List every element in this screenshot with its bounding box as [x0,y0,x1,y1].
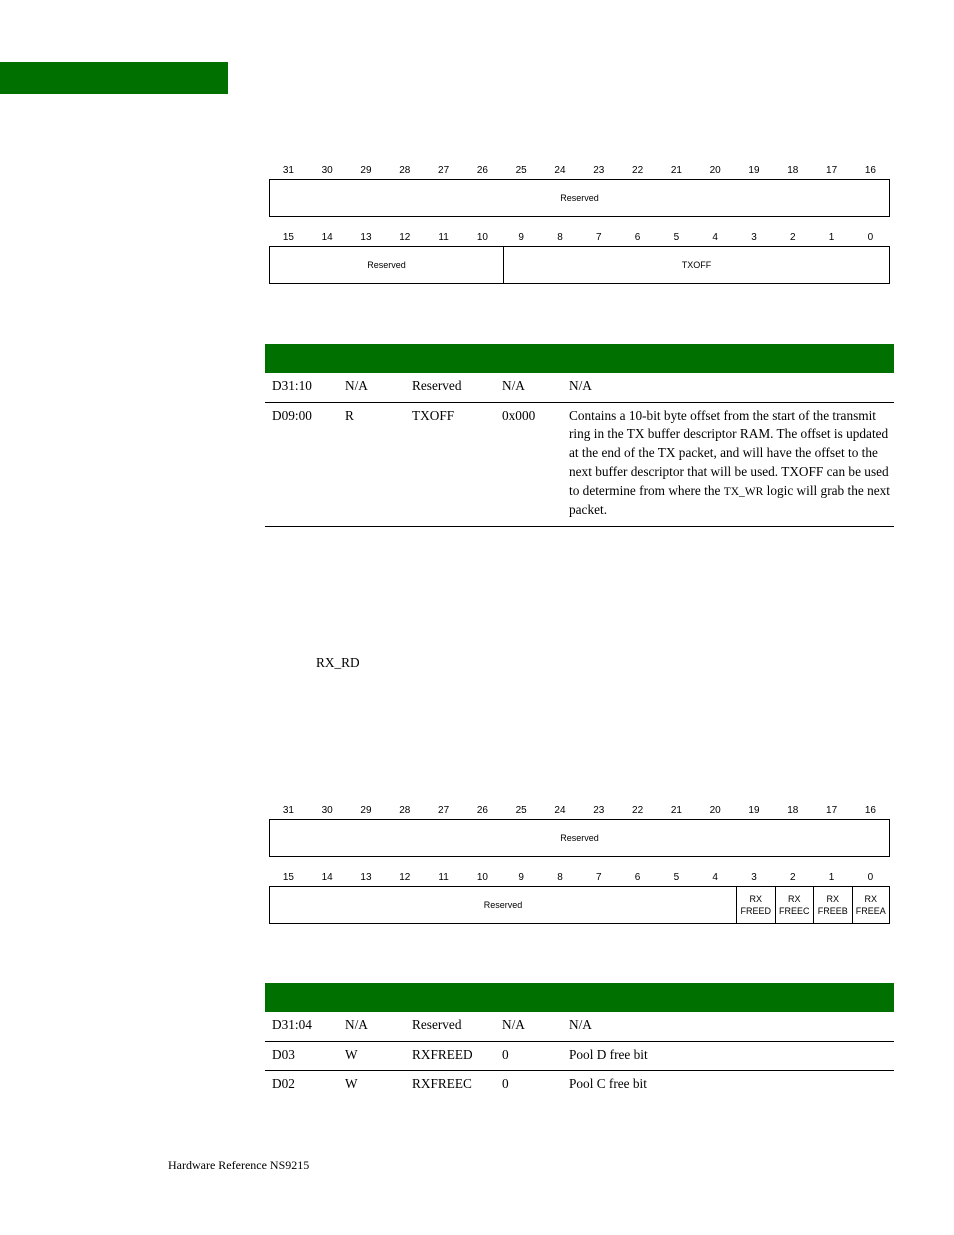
bit-number: 31 [282,805,294,816]
lower-bit-numbers [269,232,890,246]
signal-name: TX_WR [723,485,764,498]
description-cell: Pool C free bit [569,1076,647,1092]
bit-number: 14 [321,872,333,883]
upper-register-row [269,179,890,217]
bit-number: 18 [787,805,799,816]
bit-number: 22 [632,805,644,816]
mnemonic-cell: Reserved [412,378,462,393]
page-footer: Hardware Reference NS9215 [168,1158,310,1172]
bit-number: 31 [282,165,294,176]
description-text: Contains a 10-bit byte offset from the start of the transmit ring in the TX buffer descriptor RAM. The offset is updated at the end of the TX packet, and will have the offset to the next buffer descriptor that will be used. TXOFF can be used to determine from where the [569,407,889,498]
bit-number: 5 [673,232,680,243]
table-row [265,1071,894,1100]
access-cell: N/A [345,378,368,393]
bits-cell: D03 [272,1046,295,1062]
register-diagram-rx-free [269,805,890,924]
bit-number: 20 [709,805,721,816]
bit-number: 23 [593,805,605,816]
bit-number: 10 [476,232,488,243]
bit-number: 21 [670,165,682,176]
mnemonic-cell: TXOFF [412,407,455,423]
bit-number: 5 [673,872,680,883]
bit-number: 8 [557,232,563,243]
reserved-field: Reserved [483,900,523,910]
upper-bit-numbers [269,805,890,819]
reserved-field: Reserved [560,833,599,843]
bits-cell: D31:04 [272,1017,312,1032]
table-row [265,1042,894,1072]
table-row [265,373,894,403]
bit-number: 17 [826,805,838,816]
rxfreed-field: RX FREED [736,887,775,923]
table-header [265,344,894,373]
lower-register-row [269,886,890,924]
description-cell: N/A [569,378,592,393]
bits-cell: D09:00 [272,407,312,423]
bit-number: 3 [751,232,757,243]
bit-number: 9 [518,872,524,883]
bit-number: 19 [748,805,760,816]
reserved-field: Reserved [367,260,406,270]
bit-number: 11 [438,232,449,243]
bits-cell: D31:10 [272,378,312,393]
bit-number: 1 [828,872,835,883]
bit-number: 1 [828,232,835,243]
bit-number: 21 [670,805,682,816]
bit-number: 20 [709,165,721,176]
register-table-tx-offset [265,344,894,527]
bit-number: 29 [360,165,372,176]
bit-number: 13 [360,232,372,243]
description-cell: Pool D free bit [569,1046,648,1062]
bit-number: 0 [867,872,874,883]
access-cell: W [345,1076,358,1092]
lower-register-row [269,246,890,284]
bit-number: 7 [596,872,602,883]
mnemonic-cell: RXFREED [412,1046,473,1062]
bit-number: 23 [593,165,605,176]
upper-bit-numbers [269,165,890,179]
bit-number: 24 [554,165,566,176]
bit-number: 12 [399,232,411,243]
bit-number: 27 [438,165,450,176]
bit-number: 16 [864,805,876,816]
reserved-field: Reserved [560,193,599,203]
bit-number: 30 [321,805,333,816]
reset-cell: N/A [502,1017,525,1032]
table-header [265,983,894,1012]
bit-number: 24 [554,805,566,816]
bit-number: 0 [867,232,874,243]
bit-number: 2 [790,232,796,243]
bit-number: 13 [360,872,372,883]
bit-number: 22 [632,165,644,176]
table-row [265,403,894,527]
bit-number: 7 [596,232,602,243]
bit-number: 15 [282,872,294,883]
bit-number: 9 [518,232,524,243]
chapter-header-bar [0,62,228,94]
bit-number: 4 [712,872,718,883]
access-cell: R [345,407,354,423]
bit-number: 4 [712,232,718,243]
table-row [265,1012,894,1042]
bit-number: 28 [399,805,411,816]
bit-number: 25 [515,165,527,176]
bit-number: 28 [399,165,411,176]
bit-number: 30 [321,165,333,176]
rxfreeb-field: RX FREEB [813,887,852,923]
description-text: logic will grab the next packet. [569,482,890,518]
description-cell: N/A [569,1017,592,1032]
rx-rd-label: RX_RD [316,655,360,670]
bit-number: 6 [634,872,641,883]
bits-cell: D02 [272,1076,295,1092]
bit-number: 26 [476,805,488,816]
register-table-rx-free [265,983,894,1100]
bit-number: 6 [634,232,641,243]
mnemonic-cell: RXFREEC [412,1076,472,1092]
lower-bit-numbers [269,872,890,886]
bit-number: 8 [557,872,563,883]
register-diagram-tx-offset [269,165,890,284]
bit-number: 14 [321,232,333,243]
bit-number: 10 [476,872,488,883]
bit-number: 16 [864,165,876,176]
bit-number: 15 [282,232,294,243]
bit-number: 12 [399,872,411,883]
reset-cell: N/A [502,378,525,393]
bit-number: 3 [751,872,757,883]
access-cell: N/A [345,1017,368,1032]
upper-register-row [269,819,890,857]
txoff-field: TXOFF [503,247,889,283]
bit-number: 2 [790,872,796,883]
description-cell [569,407,891,520]
bit-number: 17 [826,165,838,176]
reset-cell: 0x000 [502,407,536,423]
rxfreea-field: RX FREEA [852,887,890,923]
rxfreec-field: RX FREEC [775,887,814,923]
bit-number: 18 [787,165,799,176]
bit-number: 26 [476,165,488,176]
bit-number: 11 [438,872,449,883]
bit-number: 27 [438,805,450,816]
bit-number: 19 [748,165,760,176]
access-cell: W [345,1046,358,1062]
mnemonic-cell: Reserved [412,1017,462,1032]
reset-cell: 0 [502,1046,509,1062]
bit-number: 25 [515,805,527,816]
reset-cell: 0 [502,1076,509,1092]
bit-number: 29 [360,805,372,816]
